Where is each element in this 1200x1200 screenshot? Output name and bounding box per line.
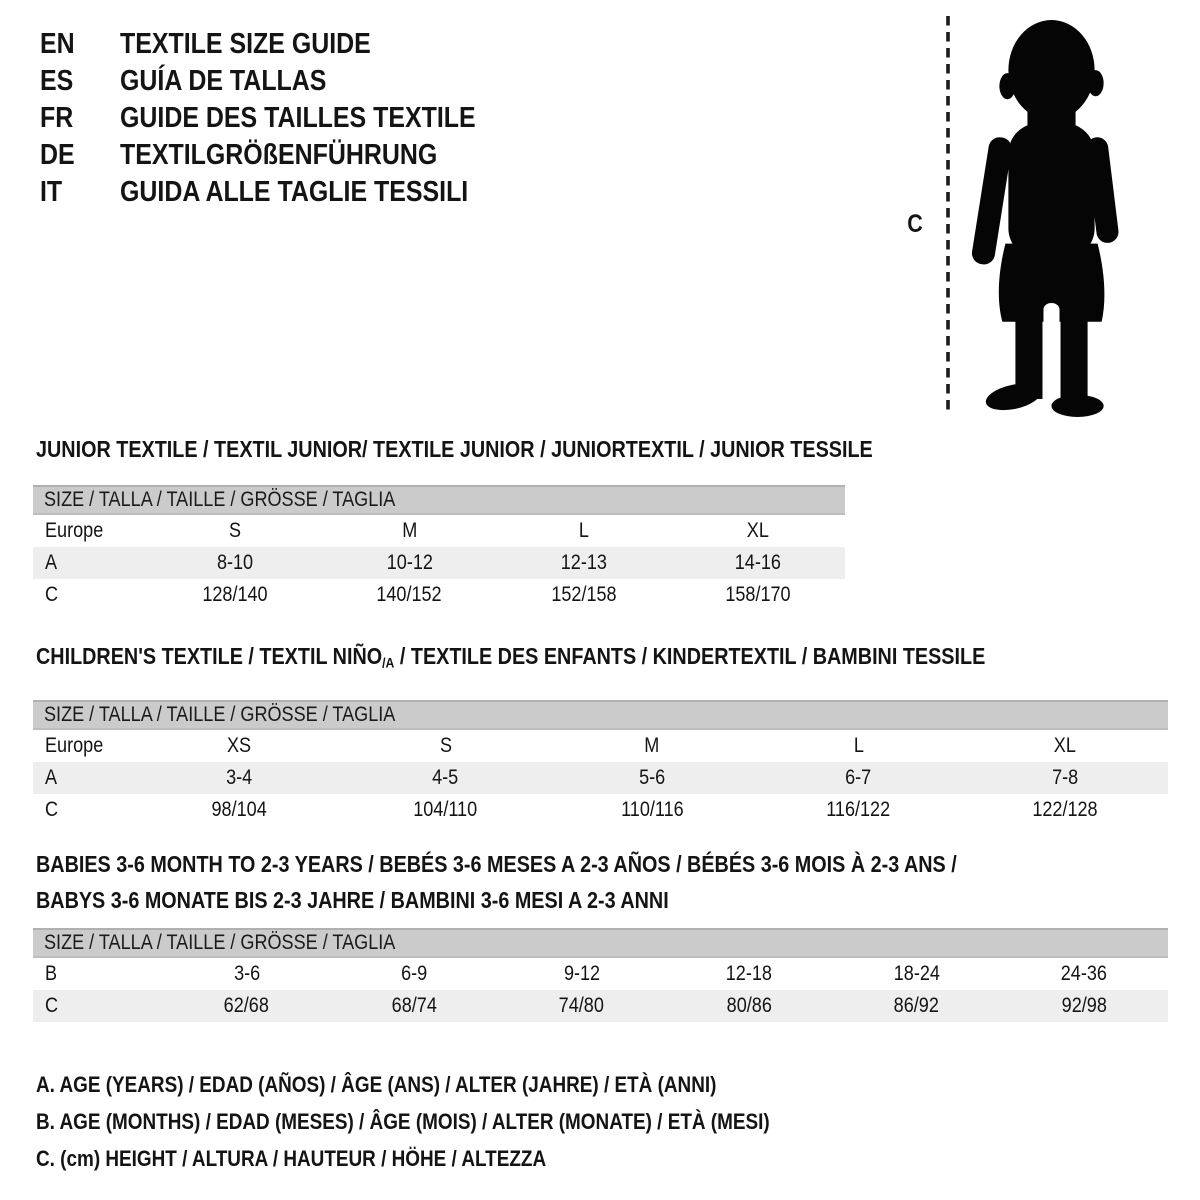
language-code: ES	[40, 65, 74, 97]
language-code: IT	[40, 176, 63, 208]
language-code: DE	[40, 139, 75, 171]
table-cell: 9-12	[563, 962, 600, 985]
row-label: A	[45, 551, 58, 574]
table-cell: 116/122	[826, 797, 891, 821]
height-measure-dashed-line	[944, 16, 952, 416]
row-label: C	[45, 994, 59, 1017]
language-row-en	[40, 26, 534, 63]
row-label: Europe	[45, 733, 104, 757]
table-cell: S	[229, 519, 242, 542]
row-label: C	[45, 583, 59, 606]
section-title	[36, 846, 1168, 918]
table-cell: L	[853, 733, 864, 757]
table-cell: 122/128	[1032, 797, 1098, 821]
note-a: A. AGE (YEARS) / EDAD (AÑOS) / ÂGE (ANS) / ALTER (JAHRE) / ETÀ (ANNI)	[36, 1072, 717, 1097]
note-c: C. (cm) HEIGHT / ALTURA / HAUTEUR / HÖHE / ALTEZZA	[36, 1146, 547, 1171]
table-cell: 7-8	[1051, 765, 1078, 789]
table-cell: 62/68	[224, 994, 270, 1017]
table-cell: 74/80	[559, 994, 605, 1017]
table-cell: 24-36	[1061, 962, 1108, 985]
language-row-it	[40, 174, 534, 211]
row-label: Europe	[45, 519, 104, 542]
table-cell: 12-13	[560, 551, 607, 574]
table-cell: 10-12	[386, 551, 433, 574]
table-cell: 86/92	[894, 994, 940, 1017]
section-junior-textile	[33, 436, 873, 611]
table-cell: L	[578, 519, 589, 542]
language-row-fr	[40, 100, 534, 137]
table-row-c	[33, 579, 845, 611]
language-code: FR	[40, 102, 74, 134]
table-cell: 5-6	[638, 765, 666, 789]
table-cell: XL	[746, 519, 769, 542]
language-row-es	[40, 63, 534, 100]
section-title-line1: BABIES 3-6 MONTH TO 2-3 YEARS / BEBÉS 3-6 MESES A 2-3 AÑOS / BÉBÉS 3-6 MOIS À 2-3 ANS /	[36, 851, 957, 877]
table-cell: M	[644, 733, 660, 757]
row-label: B	[45, 962, 58, 985]
section-title: CHILDREN'S TEXTILE / TEXTIL $NIÑO_{/A}$ / TEXTILE DES ENFANTS / KINDERTEXTIL / BAMBINI TESSILE	[36, 643, 986, 672]
language-title: TEXTILGRÖßENFÜHRUNG	[120, 139, 438, 171]
table-cell: 12-18	[726, 962, 773, 985]
table-cell: XS	[227, 733, 252, 757]
table-cell: 158/170	[725, 583, 791, 606]
row-label: C	[45, 797, 59, 821]
size-header-bar: SIZE / TALLA / TAILLE / GRÖSSE / TAGLIA	[33, 485, 845, 515]
table-cell: 98/104	[211, 797, 267, 821]
table-row-europe	[33, 515, 845, 547]
table-cell: 110/116	[620, 797, 684, 821]
table-cell: 68/74	[391, 994, 437, 1017]
table-cell: 3-6	[233, 962, 260, 985]
language-title: GUIDA ALLE TAGLIE TESSILI	[120, 176, 469, 208]
table-cell: XL	[1053, 733, 1076, 757]
table-cell: 6-7	[845, 765, 872, 789]
toddler-silhouette-icon	[962, 13, 1140, 419]
table-cell: 8-10	[217, 551, 254, 574]
table-cell: 18-24	[893, 962, 940, 985]
table-cell: 14-16	[734, 551, 781, 574]
size-header-bar: SIZE / TALLA / TAILLE / GRÖSSE / TAGLIA	[33, 928, 1168, 958]
language-title: GUIDE DES TAILLES TEXTILE	[120, 102, 476, 134]
table-row-a	[33, 762, 1168, 794]
table-row-c	[33, 990, 1168, 1022]
size-header-bar: SIZE / TALLA / TAILLE / GRÖSSE / TAGLIA	[33, 700, 1168, 730]
language-title: TEXTILE SIZE GUIDE	[120, 28, 371, 60]
table-cell: 80/86	[726, 994, 772, 1017]
language-title-list	[40, 26, 534, 211]
section-children-textile	[33, 643, 1168, 826]
table-cell: 140/152	[376, 583, 443, 606]
legend-notes	[36, 1066, 889, 1177]
language-title: GUÍA DE TALLAS	[120, 65, 327, 97]
table-row-c	[33, 794, 1168, 826]
language-code: EN	[40, 28, 75, 60]
measurement-label-c: C	[907, 210, 923, 238]
table-cell: 6-9	[401, 962, 428, 985]
table-row-b	[33, 958, 1168, 990]
table-cell: 92/98	[1061, 994, 1107, 1017]
table-cell: 152/158	[550, 583, 617, 606]
table-cell: M	[401, 519, 417, 542]
language-row-de	[40, 137, 534, 174]
table-cell: 104/110	[413, 797, 478, 821]
note-b: B. AGE (MONTHS) / EDAD (MESES) / ÂGE (MOIS) / ALTER (MONATE) / ETÀ (MESI)	[36, 1109, 770, 1134]
table-row-a	[33, 547, 845, 579]
table-cell: 3-4	[226, 765, 253, 789]
table-cell: 4-5	[432, 765, 459, 789]
table-cell: S	[439, 733, 452, 757]
section-babies-textile	[33, 846, 1168, 1022]
section-title: JUNIOR TEXTILE / TEXTIL JUNIOR/ TEXTILE JUNIOR / JUNIORTEXTIL / JUNIOR TESSILE	[36, 436, 873, 462]
section-title-line2: BABYS 3-6 MONATE BIS 2-3 JAHRE / BAMBINI 3-6 MESI A 2-3 ANNI	[36, 887, 669, 913]
table-row-europe	[33, 730, 1168, 762]
title-subscript: /A	[382, 655, 395, 672]
table-cell: 128/140	[202, 583, 268, 606]
row-label: A	[45, 765, 58, 789]
